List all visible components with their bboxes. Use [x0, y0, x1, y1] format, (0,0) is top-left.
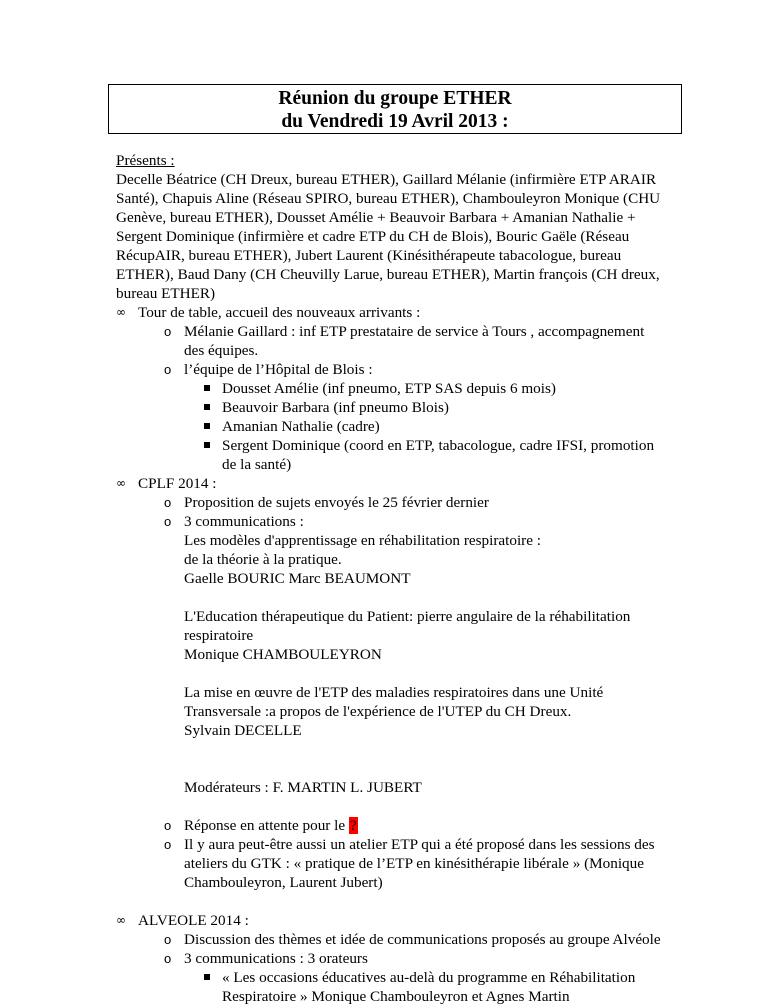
communication-text: Transversale :a propos de l'expérience de l'UTEP du CH Dreux. [184, 703, 572, 720]
circle-bullet-icon: o [164, 837, 172, 852]
attendees-line: Santé), Chapuis Aline (Réseau SPIRO, bureau ETHER), Chambouleyron Monique (CHU [116, 190, 661, 207]
sub-list-item-text: « Les occasions éducatives au-delà du programme en Réhabilitation [222, 969, 636, 986]
communication-authors: Sylvain DECELLE [184, 722, 302, 739]
communication-text: de la théorie à la pratique. [184, 551, 342, 568]
communication-1 [116, 531, 696, 588]
communication-authors: Gaelle BOURIC Marc BEAUMONT [184, 570, 411, 587]
sub-list-item [116, 436, 696, 474]
list-item-text: l’équipe de l’Hôpital de Blois : [184, 361, 373, 378]
list-item [116, 360, 696, 379]
section-heading: ALVEOLE 2014 : [138, 912, 249, 929]
attendees-line: RécupAIR, bureau ETHER), Jubert Laurent (Kinésithérapeute tabacologue, bureau [116, 247, 622, 264]
agenda-list [116, 303, 696, 1006]
circle-bullet-icon: o [164, 818, 172, 833]
list-item [116, 493, 696, 512]
sub-list-item-text: Amanian Nathalie (cadre) [222, 418, 380, 435]
list-item-text: des équipes. [184, 342, 259, 359]
section-tour-de-table [116, 303, 696, 322]
sub-list-item-text: Beauvoir Barbara (inf pneumo Blois) [222, 399, 449, 416]
list-item [116, 835, 696, 892]
communication-authors: Monique CHAMBOULEYRON [184, 646, 382, 663]
communication-2 [116, 607, 696, 664]
circle-bullet-icon: o [164, 951, 172, 966]
communication-3 [116, 683, 696, 740]
list-item-text: ateliers du GTK : « pratique de l’ETP en kinésithérapie libérale » (Monique [184, 855, 644, 872]
attendees-paragraph [116, 151, 688, 303]
list-item-text: Proposition de sujets envoyés le 25 février dernier [184, 494, 489, 511]
square-bullet-icon [204, 974, 210, 980]
sub-list-item [116, 968, 696, 1006]
section-cplf-2014 [116, 474, 696, 493]
attendees-line: Genève, bureau ETHER), Dousset Amélie + Beauvoir Barbara + Amanian Nathalie + [116, 209, 636, 226]
sub-list-item-text: de la santé) [222, 456, 292, 473]
section-heading: Tour de table, accueil des nouveaux arrivants : [138, 304, 421, 321]
communication-text: respiratoire [184, 627, 254, 644]
list-item-text: 3 communications : [184, 513, 304, 530]
infinity-bullet-icon: ∞ [116, 305, 126, 319]
list-item [116, 949, 696, 968]
square-bullet-icon [204, 423, 210, 429]
sub-list-item-text: Dousset Amélie (inf pneumo, ETP SAS depuis 6 mois) [222, 380, 556, 397]
title-line-1: Réunion du groupe ETHER [278, 88, 512, 109]
sub-list-item [116, 417, 696, 436]
infinity-bullet-icon: ∞ [116, 913, 126, 927]
communication-text: La mise en œuvre de l'ETP des maladies respiratoires dans une Unité [184, 684, 604, 701]
attendees-line: Sergent Dominique (infirmière et cadre ETP du CH de Blois), Bouric Gaële (Réseau [116, 228, 630, 245]
sub-list-item [116, 379, 696, 398]
sub-list-item-text: Sergent Dominique (coord en ETP, tabacologue, cadre IFSI, promotion [222, 437, 655, 454]
circle-bullet-icon: o [164, 495, 172, 510]
list-item-text: 3 communications : 3 orateurs [184, 950, 368, 967]
section-heading: CPLF 2014 : [138, 475, 217, 492]
communication-text: Les modèles d'apprentissage en réhabilitation respiratoire : [184, 532, 541, 549]
circle-bullet-icon: o [164, 362, 172, 377]
sub-list-item [116, 398, 696, 417]
list-item-text: Discussion des thèmes et idée de communications proposés au groupe Alvéole [184, 931, 661, 948]
circle-bullet-icon: o [164, 514, 172, 529]
list-item [116, 512, 696, 531]
list-item [116, 930, 696, 949]
communication-text: L'Education thérapeutique du Patient: pierre angulaire de la réhabilitation [184, 608, 631, 625]
moderators-text: Modérateurs : F. MARTIN L. JUBERT [184, 779, 422, 796]
highlighted-question-mark: ? [349, 817, 357, 834]
title-line-2: du Vendredi 19 Avril 2013 : [281, 111, 509, 132]
square-bullet-icon [204, 385, 210, 391]
attendees-line: Decelle Béatrice (CH Dreux, bureau ETHER), Gaillard Mélanie (infirmière ETP ARAIR [116, 171, 657, 188]
moderators [116, 778, 696, 797]
list-item-text: Mélanie Gaillard : inf ETP prestataire de service à Tours , accompagnement [184, 323, 645, 340]
section-alveole-2014 [116, 911, 696, 930]
list-item [116, 816, 696, 835]
list-item [116, 322, 696, 360]
circle-bullet-icon: o [164, 324, 172, 339]
circle-bullet-icon: o [164, 932, 172, 947]
infinity-bullet-icon: ∞ [116, 476, 126, 490]
document-title-box [108, 84, 682, 134]
list-item-text: Réponse en attente pour le [184, 817, 349, 834]
list-item-text: Il y aura peut-être aussi un atelier ETP qui a été proposé dans les sessions des [184, 836, 655, 853]
attendees-line: bureau ETHER) [116, 285, 216, 302]
attendees-label: Présents : [116, 152, 175, 169]
list-item-text: Chambouleyron, Laurent Jubert) [184, 874, 383, 891]
sub-list-item-text: Respiratoire » Monique Chambouleyron et Agnes Martin [222, 988, 570, 1005]
square-bullet-icon [204, 404, 210, 410]
square-bullet-icon [204, 442, 210, 448]
attendees-line: ETHER), Baud Dany (CH Cheuvilly Larue, bureau ETHER), Martin françois (CH dreux, [116, 266, 660, 283]
